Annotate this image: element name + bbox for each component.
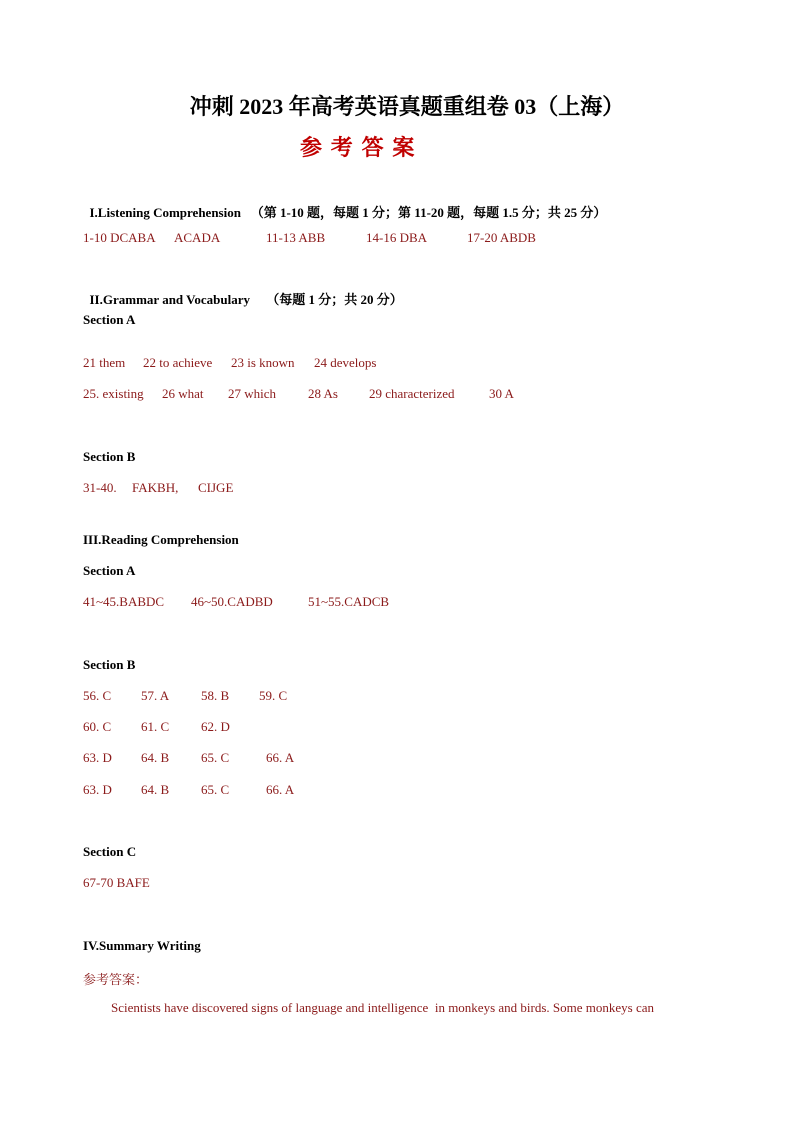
- grammar-answer: 30 A: [489, 386, 514, 401]
- page-subtitle: 参考答案: [300, 135, 424, 160]
- grammar-answer: 22 to achieve: [143, 355, 213, 370]
- reading-answer: 41~45.BABDC: [83, 594, 165, 609]
- listening-answer: 17-20 ABDB: [467, 230, 536, 245]
- vocabulary-answer: 31-40.: [83, 480, 117, 495]
- grammar-section-b-label: Section B: [83, 449, 136, 464]
- reading-answer: 60. C: [83, 719, 112, 734]
- reading-answer: 56. C: [83, 688, 112, 703]
- listening-answer: ACADA: [174, 230, 221, 245]
- grammar-section-a-label: Section A: [83, 312, 136, 327]
- reading-section-b-label: Section B: [83, 657, 136, 672]
- reading-answer: 59. C: [259, 688, 288, 703]
- reading-answer: 58. B: [201, 688, 230, 703]
- section-heading-listening: [83, 186, 606, 221]
- grammar-answer: 21 them: [83, 355, 126, 370]
- reading-section-a-label: Section A: [83, 563, 136, 578]
- grammar-answer: 28 As: [308, 386, 338, 401]
- reading-answer: 63. D: [83, 782, 112, 797]
- reading-answer: 51~55.CADCB: [308, 594, 390, 609]
- listening-answer: 11-13 ABB: [266, 230, 326, 245]
- grammar-answer: 24 develops: [314, 355, 377, 370]
- reading-answer: 61. C: [141, 719, 170, 734]
- reading-answer: 65. C: [201, 782, 230, 797]
- reference-answer-label: 参考答案：: [83, 972, 149, 987]
- grammar-answer: 26 what: [162, 386, 204, 401]
- reading-answer: 65. C: [201, 750, 230, 765]
- reading-answer: 57. A: [141, 688, 170, 703]
- listening-heading-text: I.Listening Comprehension: [89, 205, 241, 220]
- reading-section-c-label: Section C: [83, 844, 137, 859]
- grammar-heading-text: II.Grammar and Vocabulary: [89, 292, 250, 307]
- listening-answer: 1-10 DCABA: [83, 230, 156, 245]
- reading-answer: 66. A: [266, 782, 295, 797]
- reading-answer: 67-70 BAFE: [83, 875, 150, 890]
- reading-answer: 62. D: [201, 719, 230, 734]
- grammar-answer: 29 characterized: [369, 386, 455, 401]
- page-title: 冲刺 2023 年高考英语真题重组卷 03（上海）: [189, 94, 625, 119]
- reading-answer: 64. B: [141, 782, 170, 797]
- listening-answer: 14-16 DBA: [366, 230, 428, 245]
- grammar-answer: 23 is known: [231, 355, 295, 370]
- section-heading-summary: IV.Summary Writing: [83, 938, 201, 953]
- summary-paragraph: Scientists have discovered signs of language and intelligence in monkeys and birds. Some monkeys can: [111, 1000, 654, 1015]
- grammar-answer: 25. existing: [83, 386, 144, 401]
- reading-answer: 63. D: [83, 750, 112, 765]
- listening-scoring-note: （第 1-10 题，每题 1 分；第 11-20 题，每题 1.5 分；共 25 分）: [250, 205, 607, 220]
- vocabulary-answer: FAKBH,: [132, 480, 179, 495]
- section-heading-reading: III.Reading Comprehension: [83, 532, 239, 547]
- vocabulary-answer: CIJGE: [198, 480, 234, 495]
- reading-answer: 64. B: [141, 750, 170, 765]
- reading-answer: 46~50.CADBD: [191, 594, 273, 609]
- reading-answer: 66. A: [266, 750, 295, 765]
- section-heading-grammar: [83, 273, 403, 308]
- grammar-answer: 27 which: [228, 386, 277, 401]
- grammar-scoring-note: （每题 1 分；共 20 分）: [266, 292, 403, 307]
